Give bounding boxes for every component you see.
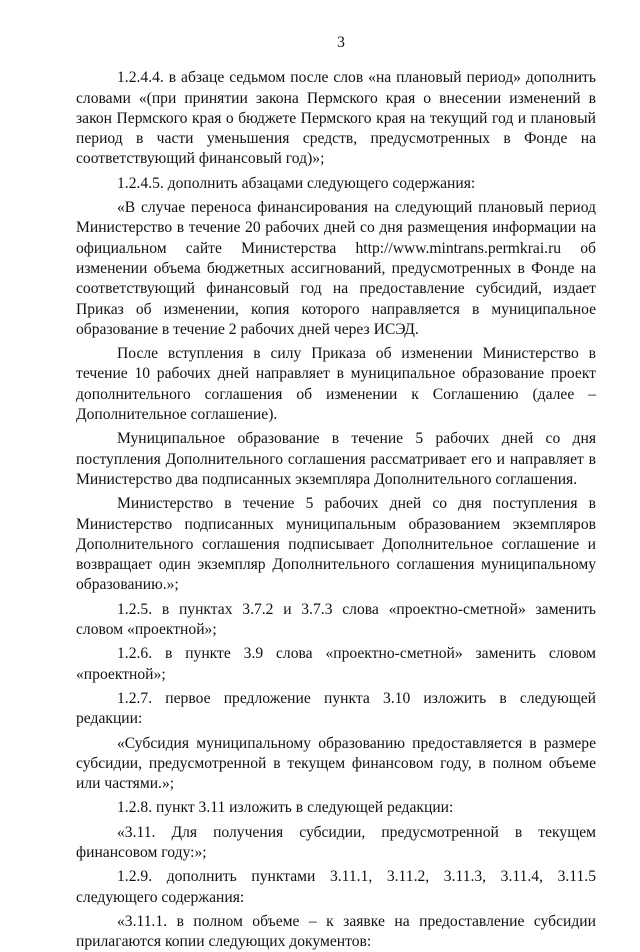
paragraph-3-11: «3.11. Для получения субсидии, предусмотренной в текущем финансовом году:»; <box>76 823 596 861</box>
paragraph-municipality-review: Муниципальное образование в течение 5 рабочих дней со дня поступления Дополнительного соглашения рассматривает его и направляет в Министерство два подписанных экземпляра Дополнительного соглашения. <box>76 430 596 488</box>
paragraph-ministry-signing: Министерство в течение 5 рабочих дней со дня поступления в Министерство подписанных муниципальным образованием экземпляров Дополнительного соглашения подписывает Дополнительное соглашение и возвращает один экземпляр Дополнительного соглашения муниципальному образованию.»; <box>76 495 596 594</box>
paragraph-1-2-6: 1.2.6. в пункте 3.9 слова «проектно-сметной» заменить словом «проектной»; <box>76 645 596 683</box>
paragraph-1-2-4-4: 1.2.4.4. в абзаце седьмом после слов «на плановый период» дополнить словами «(при принятии закона Пермского края о внесении изменений в закон Пермского края о бюджете Пермского края на текущий год и плановый период в части уменьшения средств, предусмотренных в Фонде на соответствующий финансовый год)»; <box>76 69 596 168</box>
page-number: 3 <box>337 34 345 51</box>
paragraph-1-2-8: 1.2.8. пункт 3.11 изложить в следующей редакции: <box>117 799 454 817</box>
paragraph-1-2-5: 1.2.5. в пунктах 3.7.2 и 3.7.3 слова «проектно-сметной» заменить словом «проектной»; <box>76 600 596 639</box>
paragraph-1-2-9: 1.2.9. дополнить пунктами 3.11.1, 3.11.2, 3.11.3, 3.11.4, 3.11.5 следующего содержания: <box>76 868 596 906</box>
paragraph-3-11-1: «3.11.1. в полном объеме – к заявке на предоставление субсидии прилагаются копии следующих документов: <box>76 912 596 951</box>
paragraph-subsidy-amount: «Субсидия муниципальному образованию предоставляется в размере субсидии, предусмотренной в текущем финансовом году, в полном объеме или частями.»; <box>76 734 596 793</box>
paragraph-1-2-7: 1.2.7. первое предложение пункта 3.10 изложить в следующей редакции: <box>76 689 596 728</box>
paragraph-1-2-4-5: 1.2.4.5. дополнить абзацами следующего содержания: <box>117 174 476 192</box>
paragraph-transfer-financing: «В случае переноса финансирования на следующий плановый период Министерство в течение 20 рабочих дней со дня размещения информации на официальном сайте Министерства http://www.mintrans.permkrai.ru об изменении объема бюджетных ассигнований, предусмотренных в Фонде на соответствующий финансовый год на предоставление субсидий, издает Приказ об изменении, копия которого направляется в муниципальное образование в течение 2 рабочих дней через ИСЭД. <box>76 199 596 338</box>
paragraph-after-order: После вступления в силу Приказа об изменении Министерство в течение 10 рабочих дней направляет в муниципальное образование проект дополнительного соглашения об изменении к Соглашению (далее – Дополнительное соглашение). <box>76 345 596 424</box>
